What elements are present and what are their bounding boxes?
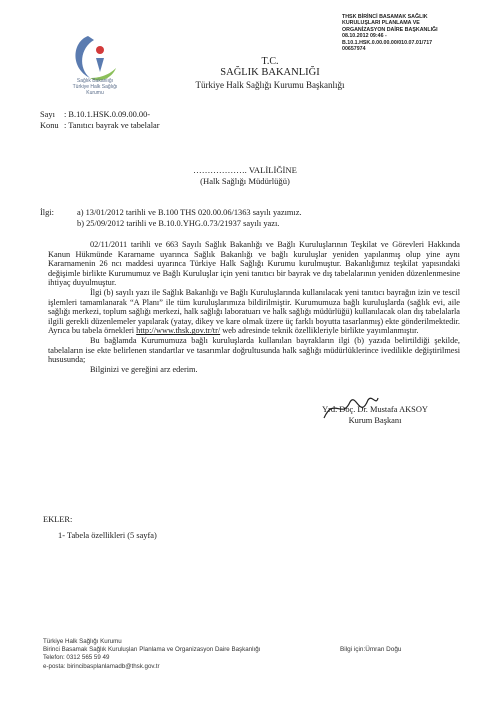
stamp-line: THSK BİRİNCİ BASAMAK SAĞLIK xyxy=(342,14,428,20)
logo-caption-line: Sağlık Bakanlığı xyxy=(76,78,114,84)
registry-stamp xyxy=(342,14,492,52)
ilgi-a: a) 13/01/2012 tarihli ve B.100 THS 020.00.06/1363 sayılı yazımız. xyxy=(77,208,302,217)
konu-line xyxy=(40,121,160,130)
footer-line: e-posta: birincibasplanlamadb@thsk.gov.tr xyxy=(43,662,160,670)
footer-line: Telefon: 0312 565 59 49 xyxy=(43,654,110,662)
ilgi-b: b) 25/09/2012 tarihli ve B.10.0.YHG.0.73/21937 sayılı yazı. xyxy=(77,219,280,228)
body-paragraph-3: Bu bağlamda Kurumumuza bağlı kuruluşlarda kullanılan bayrakların ilgi (b) yazıda belirtildiği şekilde, tabelaların ise ekte belirlenen standartlar ve tasarımlar doğrultusunda halk sağlığı müdürlüklerince ivedilikle değiştirilmesi hususunda; xyxy=(48,335,460,365)
body-paragraph-1: 02/11/2011 tarihli ve 663 Sayılı Sağlık Bakanlığı ve Bağlı Kuruluşlarının Teşkilat ve Görevleri Hakkında Kanun Hükmünde Kararname uyarınca Sağlık Bakanlığı ve bağlı kuruluşlar yeniden yapılanmış olup yine aynı Kararnamenin 26 ncı maddesi uyarınca Türkiye Halk Sağlığı Kurumu kurulmuştur. Bakanlığımız teşkilat yapısındaki değişimle birlikte Kurumumuz ve Bağlı Kuruluşlar için yeni tanıtıcı bir bayrak ve dış tabelalarının yeniden düzenlenmesine ihtiyaç duyulmuştur. xyxy=(48,240,460,288)
konu-label: Konu xyxy=(40,121,59,130)
footer-block xyxy=(43,638,260,671)
stamp-line: B.10.1.HSK.0.00.00.00/010.07.01/717 xyxy=(342,39,433,46)
sayi-value: : B.10.1.HSK.0.09.00.00- xyxy=(64,110,151,119)
signatory-title: Kurum Başkanı xyxy=(348,416,402,425)
sayi-label: Sayı xyxy=(40,110,55,119)
thsk-web-link[interactable]: http://www.thsk.gov.tr/tr/ xyxy=(136,326,221,336)
stamp-line: ORGANİZASYON DAİRE BAŞKANLIĞI xyxy=(342,26,438,33)
stamp-line: 00657974 xyxy=(342,46,366,53)
header-institution: Türkiye Halk Sağlığı Kurumu Başkanlığı xyxy=(195,80,345,90)
sayi-line xyxy=(40,110,150,119)
ekler-item-1: 1- Tabela özellikleri (5 sayfa) xyxy=(58,531,157,540)
body-paragraph-2 xyxy=(48,288,460,336)
stamp-line: 08.10.2012 09:46 - xyxy=(342,33,387,40)
ekler-label: EKLER: xyxy=(43,515,73,524)
footer-line: Birinci Basamak Sağlık Kuruluşları Planlama ve Organizasyon Daire Başkanlığı xyxy=(43,646,261,654)
header-ministry: SAĞLIK BAKANLIĞI xyxy=(220,67,320,78)
body-paragraph-2-tail: web adresinde teknik özellikleriyle birlikte yayımlanmıştır. xyxy=(220,326,419,336)
footer-line: Türkiye Halk Sağlığı Kurumu xyxy=(43,638,122,645)
bilgi-contact: Bilgi için:Ümran Doğu xyxy=(340,646,402,653)
body-paragraph-4: Bilginizi ve gereğini arz ederim. xyxy=(90,364,198,374)
signatory-name: Yrd. Doç. Dr. Mustafa AKSOY xyxy=(322,405,428,414)
stamp-line: KURULUŞLARI PLANLAMA VE xyxy=(342,20,420,27)
logo-caption-line: Türkiye Halk Sağlığı xyxy=(72,84,118,90)
addressee-line1: ………………. VALİLİĞİNE xyxy=(193,165,297,175)
konu-value: : Tanıtıcı bayrak ve tabelalar xyxy=(64,121,160,130)
letter-body xyxy=(48,240,460,374)
body-paragraph-2-text: İlgi (b) sayılı yazı ile Sağlık Bakanlığı ve Bağlı Kuruluşlarında kullanılacak yeni tanıtıcı bayrağın izin ve tescil işlemleri tamamlanarak “A Planı” ile tüm kuruluşlarımıza bildirilmiştir. Kurumumuza bağlı kuruluşlarda (sağlık evi, aile sağlığı merkezi, toplum sağlığı merkezi, halk sağlığı laboratuarı ve halk sağlığı müdürlüğü) kullanılacak olan dış tabelalarla ilgili gerekli düzenlemeler yapılarak (yatay, dikey ve kare olmak üzere üç farklı boyutta tasarlanmış) ekte gönderilmektedir. Ayrıca bu tabela örnekleri xyxy=(48,287,460,336)
ilgi-label: İlgi: xyxy=(40,208,54,217)
logo-caption-line: Kurumu xyxy=(86,90,104,96)
addressee-line2: (Halk Sağlığı Müdürlüğü) xyxy=(200,176,290,186)
header-tc: T.C. xyxy=(261,56,279,67)
